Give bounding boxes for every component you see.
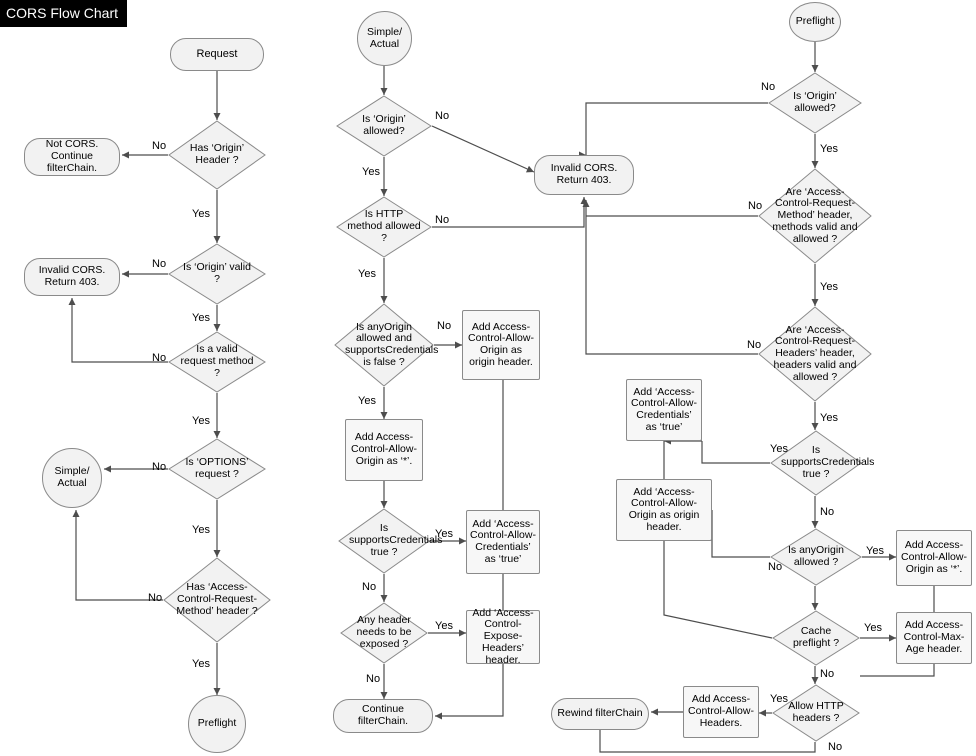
flow-node-label bbox=[168, 120, 266, 190]
flow-node-rect bbox=[626, 379, 702, 441]
flow-node-label bbox=[768, 72, 862, 134]
edge-label: Yes bbox=[866, 545, 884, 557]
edge-label: No bbox=[362, 581, 377, 593]
flow-node-round bbox=[24, 258, 120, 296]
flow-node-text: Is ‘OPTIONS’ request ? bbox=[185, 456, 249, 480]
flow-node-text: Is anyOrigin allowed and supportsCredentials is false ? bbox=[345, 320, 439, 368]
flow-node-rect bbox=[896, 612, 972, 664]
flow-node-text: Rewind filterChain bbox=[557, 707, 643, 720]
flow-node-text: Add Access-Control-Max-Age header. bbox=[903, 619, 965, 655]
flow-node-decision bbox=[758, 306, 872, 402]
flow-node-decision bbox=[168, 438, 266, 500]
flow-node-text: Request bbox=[196, 48, 238, 61]
flow-node-label bbox=[758, 168, 872, 264]
edge-label: Yes bbox=[820, 281, 838, 293]
flow-node-text: Add ‘Access-Control-Allow-Origin as origin header. bbox=[628, 485, 700, 533]
flow-node-text: Is ‘Origin’ valid ? bbox=[183, 261, 251, 285]
flow-node-text: Not CORS. Continue filterChain. bbox=[45, 138, 99, 174]
flow-node-text: Is supportsCredentials true ? bbox=[781, 444, 875, 480]
flow-node-round bbox=[534, 155, 634, 195]
flow-node-text: Is anyOrigin allowed ? bbox=[787, 544, 845, 568]
edge-label: Yes bbox=[820, 143, 838, 155]
flow-node-round bbox=[170, 38, 264, 71]
flow-node-text: Add Access-Control-Allow-Headers. bbox=[688, 693, 754, 729]
flow-node-text: Simple/ Actual bbox=[54, 465, 90, 489]
flow-node-round bbox=[24, 138, 120, 176]
flow-node-ellipse bbox=[42, 448, 102, 508]
flow-node-label bbox=[340, 602, 428, 664]
edge-label: Yes bbox=[358, 268, 376, 280]
edge-label: Yes bbox=[192, 208, 210, 220]
flow-node-label bbox=[336, 196, 432, 258]
edge-label: Yes bbox=[435, 528, 453, 540]
flow-node-text: Has ‘Origin’ Header ? bbox=[189, 142, 245, 166]
edge-label: No bbox=[747, 339, 762, 351]
flow-node-rect bbox=[896, 530, 972, 586]
flow-node-decision bbox=[168, 243, 266, 305]
edge-label: No bbox=[828, 741, 843, 753]
flow-node-decision bbox=[336, 95, 432, 157]
flow-node-decision bbox=[772, 610, 860, 666]
edge-label: No bbox=[437, 320, 452, 332]
flow-node-text: Is ‘Origin’ allowed? bbox=[793, 90, 837, 114]
edge-label: Yes bbox=[192, 658, 210, 670]
flow-node-decision bbox=[168, 331, 266, 393]
flow-node-rect bbox=[683, 686, 759, 738]
flow-node-label bbox=[168, 331, 266, 393]
flow-node-label bbox=[770, 430, 875, 496]
flow-node-round bbox=[551, 698, 649, 730]
flow-node-rect bbox=[466, 606, 540, 666]
edge-label: No bbox=[820, 668, 835, 680]
flow-node-text: Preflight bbox=[197, 717, 237, 730]
edge-label: Yes bbox=[820, 412, 838, 424]
edge-label: Yes bbox=[192, 524, 210, 536]
edge-label: No bbox=[435, 110, 450, 122]
flow-node-rect bbox=[345, 419, 423, 481]
flow-node-text: Cache preflight ? bbox=[792, 625, 840, 649]
flow-node-text: Is ‘Origin’ allowed? bbox=[362, 113, 406, 137]
flow-node-decision bbox=[163, 557, 271, 643]
flow-node-text: Preflight bbox=[795, 15, 835, 28]
flow-node-text: Are ‘Access-Control-Request-Headers’ header, headers valid and allowed ? bbox=[773, 323, 857, 383]
edge-label: Yes bbox=[864, 622, 882, 634]
edge-label: No bbox=[748, 200, 763, 212]
edge-label: Yes bbox=[192, 312, 210, 324]
flow-node-decision bbox=[340, 602, 428, 664]
edge-label: Yes bbox=[362, 166, 380, 178]
edge-label: No bbox=[152, 352, 167, 364]
edge-label: No bbox=[366, 673, 381, 685]
flow-node-decision bbox=[168, 120, 266, 190]
flow-node-decision bbox=[338, 508, 443, 574]
flow-node-label bbox=[338, 508, 443, 574]
flow-node-text: Allow HTTP headers ? bbox=[788, 700, 844, 724]
flow-node-text: Is HTTP method allowed ? bbox=[347, 208, 421, 244]
edge-label: Yes bbox=[435, 620, 453, 632]
flow-node-decision bbox=[334, 303, 439, 387]
flow-node-decision bbox=[770, 430, 875, 496]
edge-label: Yes bbox=[770, 443, 788, 455]
flow-node-text: Add ‘Access-Control-Expose-Headers’ header. bbox=[472, 606, 534, 666]
page-title: CORS Flow Chart bbox=[0, 0, 127, 27]
flow-node-text: Invalid CORS. Return 403. bbox=[550, 162, 618, 186]
flow-node-ellipse bbox=[357, 11, 412, 66]
flow-node-decision bbox=[758, 168, 872, 264]
edge-label: No bbox=[152, 258, 167, 270]
flow-node-text: Are ‘Access-Control-Request-Method’ header, methods valid and allowed ? bbox=[772, 185, 858, 245]
edge-label: No bbox=[761, 81, 776, 93]
flow-node-text: Is supportsCredentials true ? bbox=[349, 522, 443, 558]
flow-node-label bbox=[770, 528, 862, 586]
flow-node-text: Is a valid request method ? bbox=[180, 343, 254, 379]
flow-node-decision bbox=[770, 528, 862, 586]
flow-node-label bbox=[163, 557, 271, 643]
flow-node-text: Has ‘Access-Control-Request-Method’ header ? bbox=[176, 581, 258, 617]
flow-node-label bbox=[772, 610, 860, 666]
edge-label: No bbox=[435, 214, 450, 226]
flow-node-label bbox=[758, 306, 872, 402]
flow-node-text: Add ‘Access-Control-Allow-Credentials’ as ‘true’ bbox=[470, 517, 536, 565]
edge-label: Yes bbox=[192, 415, 210, 427]
edge-label: No bbox=[148, 592, 163, 604]
flow-node-text: Add Access-Control-Allow-Origin as ‘*’. bbox=[901, 539, 967, 575]
edge-label: No bbox=[768, 561, 783, 573]
flow-node-label bbox=[168, 243, 266, 305]
flow-node-text: Add ‘Access-Control-Allow-Credentials’ as ‘true’ bbox=[631, 385, 697, 433]
flow-node-ellipse bbox=[188, 695, 246, 753]
flow-node-text: Add Access-Control-Allow-Origin as ‘*’. bbox=[351, 431, 417, 467]
edge-label: Yes bbox=[770, 693, 788, 705]
flow-node-label bbox=[168, 438, 266, 500]
flow-node-text: Invalid CORS. Return 403. bbox=[38, 264, 106, 288]
flow-node-decision bbox=[336, 196, 432, 258]
flow-node-text: Continue filterChain. bbox=[357, 703, 409, 727]
flow-node-decision bbox=[768, 72, 862, 134]
flow-node-ellipse bbox=[789, 2, 841, 42]
flow-node-text: Add Access-Control-Allow-Origin as origin header. bbox=[468, 320, 534, 368]
flow-node-text: Simple/ Actual bbox=[366, 25, 402, 50]
edge-label: No bbox=[152, 461, 167, 473]
edge-label: Yes bbox=[358, 395, 376, 407]
flow-node-text: Any header needs to be exposed ? bbox=[356, 614, 412, 650]
flow-node-label bbox=[336, 95, 432, 157]
flow-node-rect bbox=[462, 310, 540, 380]
flow-node-rect bbox=[616, 479, 712, 541]
flow-node-label bbox=[334, 303, 439, 387]
flow-node-round bbox=[333, 699, 433, 733]
flow-node-rect bbox=[466, 510, 540, 574]
edge-label: No bbox=[152, 140, 167, 152]
edge-label: No bbox=[820, 506, 835, 518]
